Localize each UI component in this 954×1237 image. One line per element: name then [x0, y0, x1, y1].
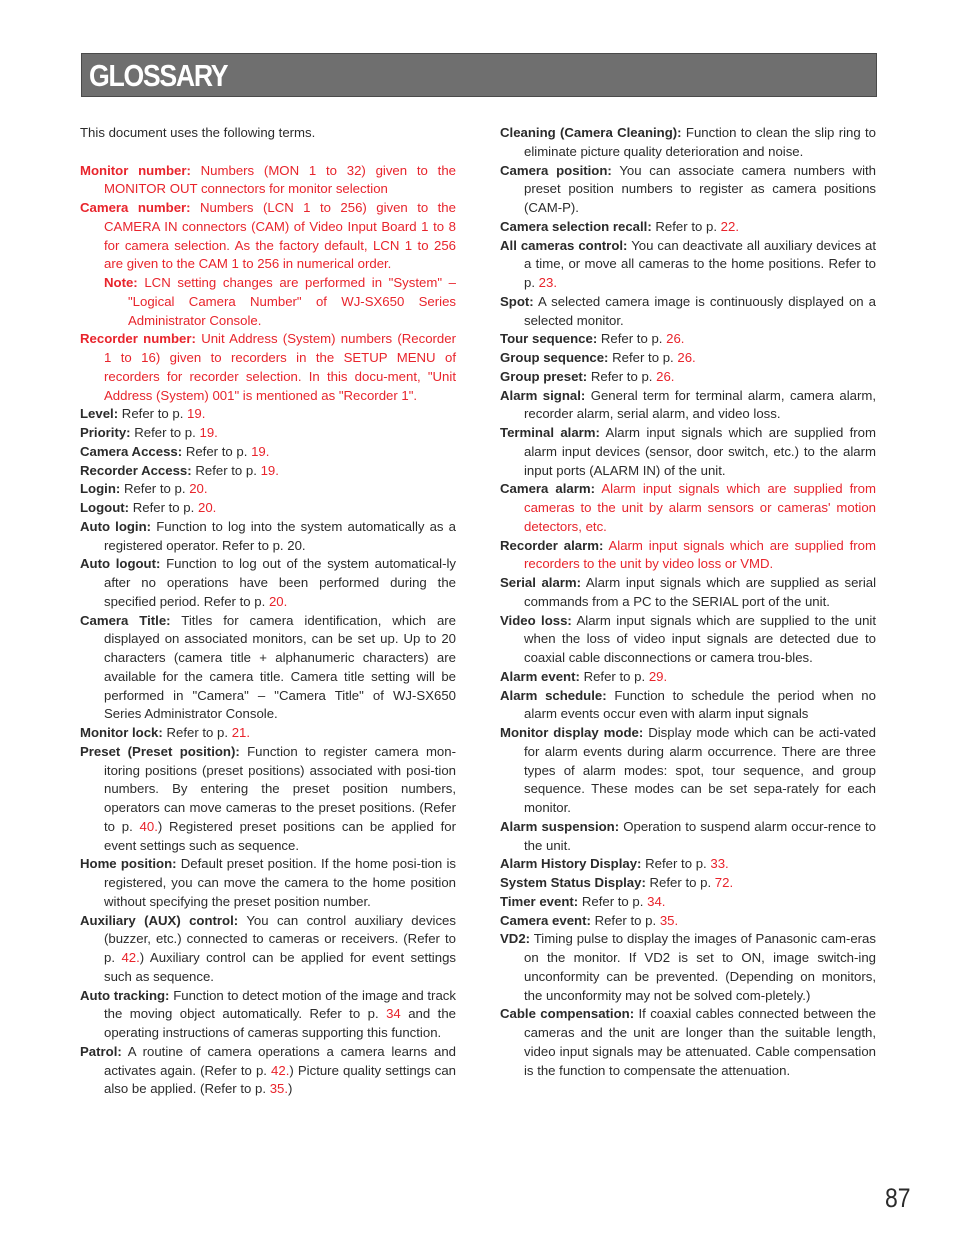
page-link[interactable]: 22.: [720, 218, 739, 234]
definition: Function to log out of the system automatical-ly after no operations have been performed during the specified period. Refer to p.: [104, 556, 457, 609]
term: Auto login:: [80, 518, 152, 534]
intro-text: This document uses the following terms.: [80, 125, 316, 140]
definition: General term for terminal alarm, camera alarm, recorder alarm, serial alarm, and video loss.: [524, 387, 877, 422]
definition: Default preset position. If the home posi-tion is registered, you can move the camera to the home position without specifying the preset position number.: [104, 856, 456, 909]
definition: You can associate camera numbers with preset position numbers to register as camera positions (CAM-P).: [524, 162, 876, 215]
entry-group-preset: [500, 368, 876, 387]
term: Camera number:: [80, 200, 191, 215]
page-link[interactable]: 35.: [659, 912, 679, 928]
entry-system-status-display: [500, 874, 876, 893]
page-link[interactable]: 23.: [538, 275, 558, 290]
definition: Refer to p.: [121, 406, 184, 422]
page-link[interactable]: 72.: [714, 875, 734, 890]
term: Monitor number:: [80, 162, 191, 178]
entry-login: [80, 480, 456, 499]
left-column: [80, 124, 456, 1099]
definition: Unit Address (System) numbers (Recorder 1 to 16) given to recorders in the SETUP MENU of recorders for recorder selection. In this docu-ment, "Unit Address (System) 001" is mentioned as "Recorder 1".: [104, 331, 456, 403]
term: Group preset:: [500, 368, 588, 384]
entry-camera-access: [80, 443, 456, 462]
definition: Refer to p.: [166, 725, 229, 740]
right-column: [500, 124, 876, 1080]
page-link[interactable]: 19.: [187, 406, 206, 422]
entry-auto-login: [80, 518, 456, 556]
definition: Refer to p.: [649, 875, 712, 890]
entry-logout: [80, 499, 456, 518]
definition: Numbers (LCN 1 to 256) given to the CAMERA IN connectors (CAM) of Video Input Board 1 to 8 for camera selection. As the factory default, LCN 1 to 256 are given to the CAM 1 to 256 in numerical order.: [104, 200, 456, 272]
definition: Refer to p.: [185, 443, 248, 459]
entry-priority: [80, 424, 456, 443]
term: Camera Title:: [80, 612, 171, 628]
definition: Alarm input signals which are supplied as serial commands from a PC to the SERIAL port of the unit.: [524, 575, 877, 609]
page-link[interactable]: 26.: [677, 350, 696, 365]
page-link[interactable]: 26.: [656, 368, 675, 384]
page-link[interactable]: 26.: [666, 331, 685, 347]
page-link[interactable]: 34.: [647, 893, 666, 909]
entry-alarm-event: [500, 668, 876, 687]
entry-terminal-alarm: [500, 424, 876, 480]
definition-cont: ) Registered preset positions can be applied for event settings such as sequence.: [104, 818, 456, 853]
term: Priority:: [80, 425, 131, 440]
definition: LCN setting changes are performed in "System" – "Logical Camera Number" of WJ-SX650 Series Administrator Console.: [128, 275, 456, 328]
page-link[interactable]: 20.: [197, 500, 217, 515]
page-link[interactable]: 34: [386, 1006, 401, 1022]
term: Level:: [80, 406, 119, 422]
term: Cleaning (Camera Cleaning):: [500, 125, 682, 140]
definition: A selected camera image is continuously displayed on a selected monitor.: [524, 293, 877, 328]
definition: If coaxial cables connected between the cameras and the unit are longer than the suitable length, video input signals may be attenuated. Cable compensation is the function to compensate the attenuation.: [524, 1006, 876, 1078]
page-number: 87: [885, 1183, 911, 1213]
definition: Refer to p.: [645, 856, 707, 872]
entry-video-loss: [500, 612, 876, 668]
definition: Function to clean the slip ring to eliminate picture quality deterioration and noise.: [524, 125, 876, 159]
term: Alarm History Display:: [500, 856, 642, 872]
term: Camera Access:: [80, 443, 183, 459]
term: Patrol:: [80, 1043, 122, 1059]
page-link[interactable]: 19.: [260, 462, 279, 478]
term: Camera event:: [500, 912, 591, 928]
entry-auto-logout: [80, 555, 456, 611]
definition: Function to schedule the period when no alarm events occur even with alarm input signals: [524, 687, 876, 722]
term: Tour sequence:: [500, 331, 598, 347]
entry-level: [80, 405, 456, 424]
term: Cable compensation:: [500, 1006, 635, 1022]
definition: Refer to p.: [132, 500, 195, 515]
term: Serial alarm:: [500, 575, 582, 590]
entry-monitor-number: [80, 162, 456, 200]
entry-aux-control: [80, 912, 456, 987]
page-title: GLOSSARY: [89, 58, 228, 93]
definition: Refer to p.: [594, 912, 657, 928]
term: Auxiliary (AUX) control:: [80, 912, 239, 928]
page-link[interactable]: 35.: [269, 1081, 289, 1097]
page-link[interactable]: 20.: [268, 593, 288, 609]
term: Video loss:: [500, 612, 572, 628]
entry-camera-event: [500, 912, 876, 931]
term: Auto logout:: [80, 556, 161, 572]
term: Note:: [104, 275, 138, 290]
definition-end: ): [288, 1081, 293, 1097]
term: Home position:: [80, 856, 177, 872]
term: Terminal alarm:: [500, 425, 600, 440]
term: Logout:: [80, 500, 130, 515]
page-link[interactable]: 42.: [121, 950, 140, 965]
definition: Alarm input signals which are supplied to the unit when the loss of video input signals are detected due to coaxial cable disconnections or camera trou-bles.: [524, 612, 876, 665]
term: Auto tracking:: [80, 987, 170, 1003]
entry-vd2: [500, 930, 876, 1005]
page-link[interactable]: 19.: [251, 443, 270, 459]
term: System Status Display:: [500, 875, 646, 890]
page-link[interactable]: 29.: [648, 668, 668, 684]
definition: Timing pulse to display the images of Panasonic cam-eras on the monitor. If VD2 is set to ON, image switch-ing unconformity can be prevented. (Depending on monitors, the unconformity may not be solved com-pletely.): [524, 931, 876, 1003]
entry-home-position: [80, 855, 456, 911]
term: Timer event:: [500, 893, 579, 909]
definition: Refer to p.: [612, 350, 674, 365]
definition-cont: and the operating instructions of cameras supporting this function.: [104, 1006, 456, 1040]
definition: Titles for camera identification, which are displayed on associated monitors, can be set up. Up to 20 characters (camera title + alphanumeric characters) are available for the camera title. Camera title setting will be performed in "Camera" – "Camera Title" of WJ-SX650 Series Administrator Console.: [104, 612, 456, 722]
page-link[interactable]: 42.: [271, 1062, 290, 1078]
entry-recorder-access: [80, 462, 456, 481]
entry-serial-alarm: [500, 574, 876, 612]
entry-monitor-display-mode: [500, 724, 876, 818]
entry-recorder-alarm: [500, 537, 876, 575]
entry-camera-selection-recall: [500, 218, 876, 237]
definition: Refer to p.: [655, 218, 717, 234]
definition: Refer to p.: [590, 368, 653, 384]
definition: Refer to p.: [600, 331, 663, 347]
definition: Refer to p.: [195, 462, 257, 478]
entry-camera-number-note: [80, 274, 456, 330]
term: Camera selection recall:: [500, 218, 652, 234]
definition: You can control auxiliary devices (buzzer, etc.) connected to cameras or receivers. (Refer to p.: [104, 912, 456, 965]
entry-preset: [80, 743, 456, 856]
entry-cleaning: [500, 124, 876, 162]
entry-camera-title: [80, 612, 456, 725]
entry-alarm-history-display: [500, 855, 876, 874]
definition-cont: ) Picture quality settings can also be applied. (Refer to p.: [104, 1062, 456, 1097]
term: Alarm schedule:: [500, 687, 607, 703]
entry-camera-position: [500, 162, 876, 218]
entry-alarm-suspension: [500, 818, 876, 856]
term: Alarm signal:: [500, 387, 586, 403]
definition: Display mode which can be acti-vated for alarm events during alarm occurrence. There are three types of alarm modes: spot, tour sequence, and group sequence. These modes can be set sepa-rately for each monitor.: [524, 725, 876, 815]
entry-spot: [500, 293, 876, 331]
entry-timer-event: [500, 893, 876, 912]
definition: Function to register camera mon-itoring positions (preset positions) associated with posi-tion numbers. By entering the preset position numbers, operators can move cameras to the preset positions. (Refer to p.: [104, 743, 456, 834]
definition: Alarm input signals which are supplied from alarm input devices (sensor, door switch, etc.) to the alarm input ports (ALARM IN) of the unit.: [524, 425, 877, 478]
page-link[interactable]: 21.: [231, 725, 251, 740]
entry-auto-tracking: [80, 987, 456, 1043]
page-link[interactable]: 33.: [710, 856, 729, 872]
term: Group sequence:: [500, 350, 609, 365]
definition: Refer to p.: [581, 893, 644, 909]
term: Monitor display mode:: [500, 725, 644, 740]
entry-all-cameras-control: [500, 237, 876, 293]
entry-camera-alarm: [500, 480, 876, 536]
definition: Alarm input signals which are supplied from cameras to the unit by alarm sensors or cameras' motion detectors, etc.: [524, 481, 876, 534]
term: Preset (Preset position):: [80, 743, 240, 759]
term: Alarm event:: [500, 668, 580, 684]
definition: Numbers (MON 1 to 32) given to the MONITOR OUT connectors for monitor selection: [104, 162, 456, 197]
entry-alarm-signal: [500, 387, 876, 425]
page-link[interactable]: 40.: [139, 818, 158, 834]
term: Spot:: [500, 293, 534, 309]
term: Login:: [80, 481, 121, 497]
term: Camera position:: [500, 162, 612, 178]
entry-camera-number: [80, 199, 456, 274]
term: All cameras control:: [500, 237, 628, 253]
entry-patrol: [80, 1043, 456, 1099]
definition-cont: ) Auxiliary control can be applied for event settings such as sequence.: [104, 950, 456, 984]
term: Recorder alarm:: [500, 537, 604, 553]
term: Alarm suspension:: [500, 818, 620, 834]
entry-alarm-schedule: [500, 687, 876, 725]
term: Camera alarm:: [500, 481, 596, 497]
definition: Refer to p.: [134, 425, 196, 440]
definition: Refer to p.: [123, 481, 186, 497]
definition: Alarm input signals which are supplied from recorders to the unit by video loss or VMD.: [524, 537, 876, 572]
entry-cable-compensation: [500, 1005, 876, 1080]
entry-recorder-number: [80, 330, 456, 405]
entry-tour-sequence: [500, 330, 876, 349]
entry-group-sequence: [500, 349, 876, 368]
definition: Function to detect motion of the image and track the moving object automatically. Refer to p.: [104, 987, 456, 1022]
term: Monitor lock:: [80, 725, 163, 740]
definition: Operation to suspend alarm occur-rence to the unit.: [524, 818, 877, 853]
term: Recorder number:: [80, 331, 196, 347]
definition: A routine of camera operations a camera learns and activates again. (Refer to p.: [104, 1043, 456, 1078]
page-link[interactable]: 19.: [199, 425, 218, 440]
definition: Function to log into the system automatically as a registered operator. Refer to p. 20.: [104, 518, 456, 553]
definition: Refer to p.: [583, 668, 646, 684]
glossary-header-bar: [81, 53, 877, 97]
definition: You can deactivate all auxiliary devices at a time, or move all cameras to the home positions. Refer to p.: [524, 237, 876, 290]
entry-monitor-lock: [80, 724, 456, 743]
term: Recorder Access:: [80, 462, 192, 478]
page-link[interactable]: 20.: [189, 481, 208, 497]
term: VD2:: [500, 931, 531, 947]
